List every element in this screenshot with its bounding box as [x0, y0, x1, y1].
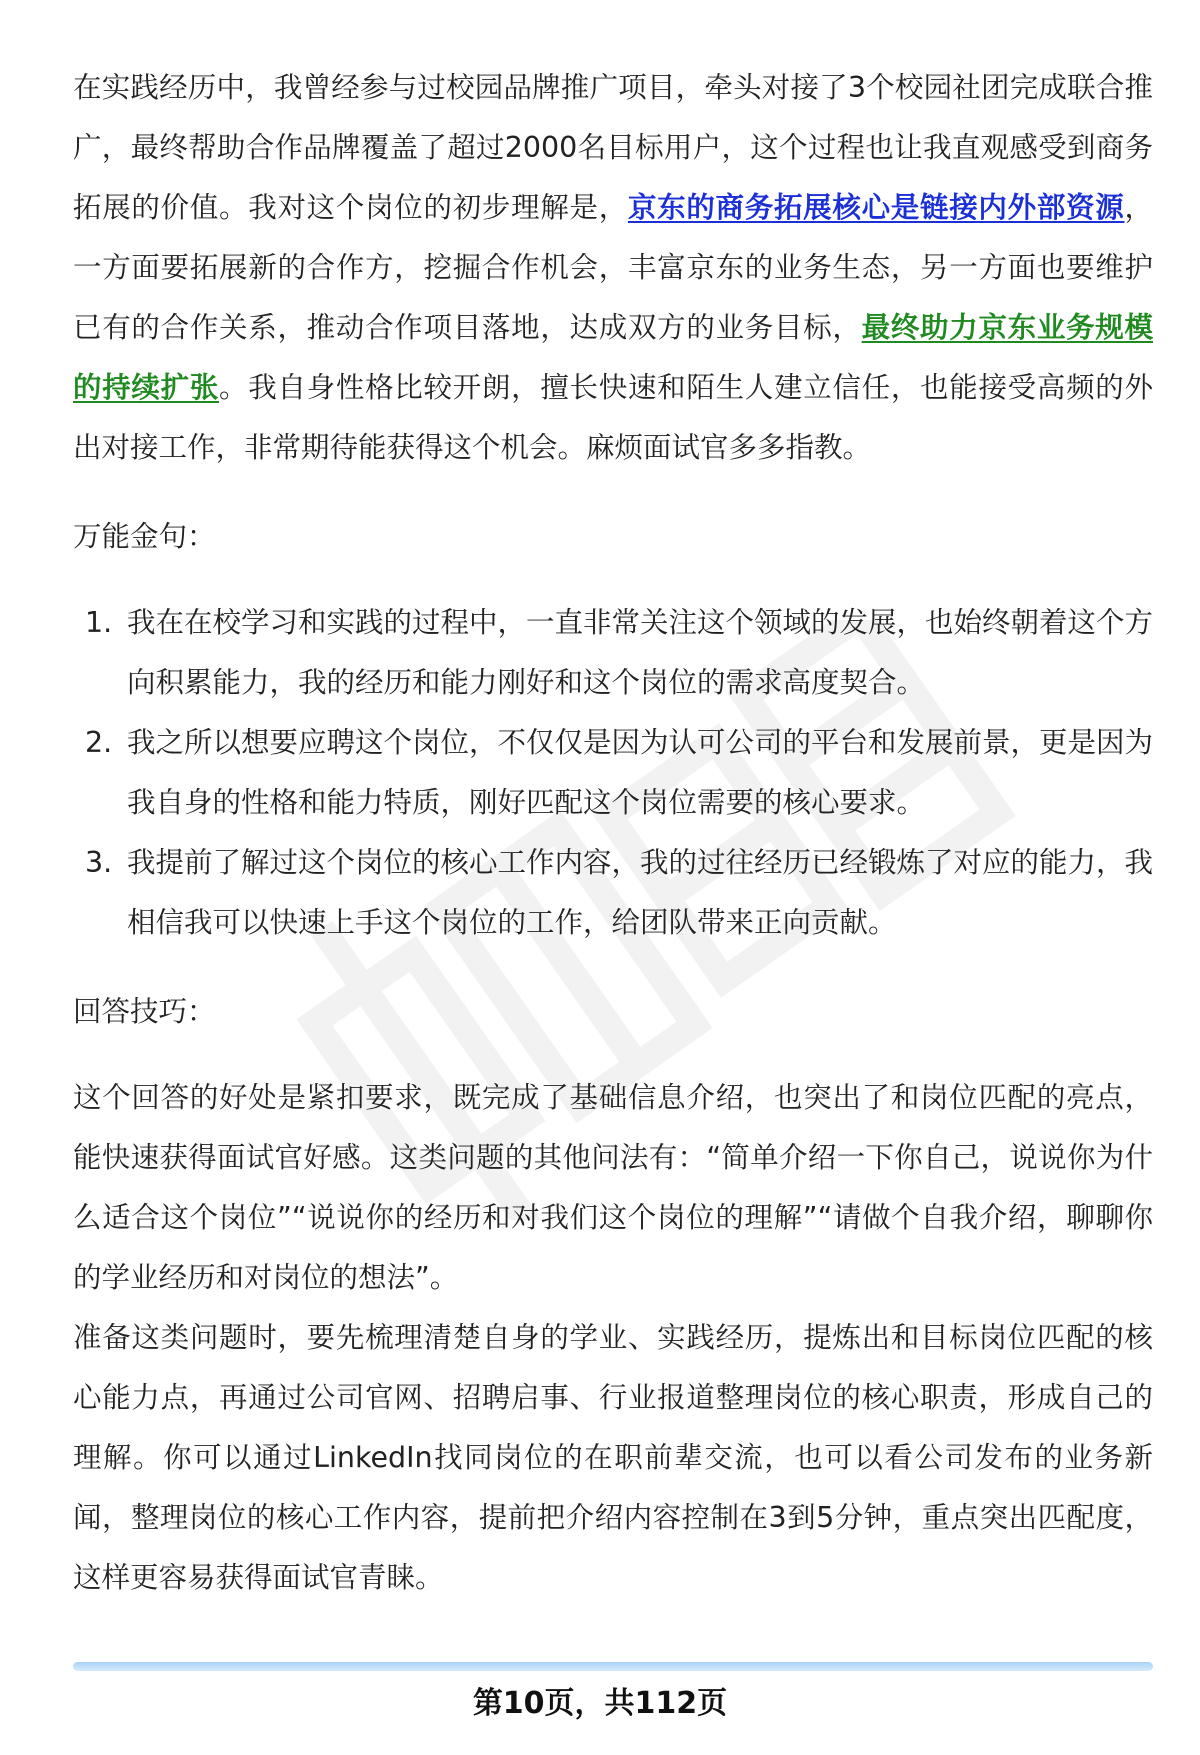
list-item — [73, 593, 1153, 713]
answer-tips-heading: 回答技巧： — [73, 995, 216, 1028]
list-item-number: 3. — [85, 846, 113, 879]
answer-tips-paragraph-1: 这个回答的好处是紧扣要求，既完成了基础信息介绍，也突出了和岗位匹配的亮点，能快速获得面试官好感。这类问题的其他问法有：“简单介绍一下你自己，说说你为什么适合这个岗位”“说说你的经历和对我们这个岗位的理解”“请做个自我介绍，聊聊你的学业经历和对岗位的想法”。 — [73, 1081, 1153, 1294]
highlight-blue-phrase: 京东的商务拓展核心是链接内外部资源 — [627, 191, 1125, 224]
list-item-text: 我在在校学习和实践的过程中，一直非常关注这个领域的发展，也始终朝着这个方向积累能力，我的经历和能力刚好和这个岗位的需求高度契合。 — [127, 606, 1154, 699]
intro-text-part3: 。我自身性格比较开朗，擅长快速和陌生人建立信任，也能接受高频的外出对接工作，非常期待能获得这个机会。麻烦面试官多多指教。 — [73, 371, 1153, 464]
list-item — [73, 833, 1153, 953]
footer-divider — [73, 1662, 1153, 1671]
intro-text-part1: 在实践经历中，我曾经参与过校园品牌推广项目，牵头对接了3个校园社团完成联合推广，最终帮助合作品牌覆盖了超过2000名目标用户，这个过程也让我直观感受到商务拓展的价值。我对这个岗位的初步理解是， — [73, 71, 1153, 224]
intro-text-part2: ，一方面要拓展新的合作方，挖掘合作机会，丰富京东的业务生态，另一方面也要维护已有的合作关系，推动合作项目落地，达成双方的业务目标， — [73, 191, 1153, 344]
golden-sentences-list — [73, 593, 1153, 953]
list-item-number: 1. — [85, 606, 113, 639]
list-item-text: 我之所以想要应聘这个岗位，不仅仅是因为认可公司的平台和发展前景，更是因为我自身的性格和能力特质，刚好匹配这个岗位需要的核心要求。 — [127, 726, 1154, 819]
golden-sentences-heading: 万能金句： — [73, 520, 216, 553]
highlight-green-phrase: 最终助力京东业务规模的持续扩张 — [73, 311, 1153, 404]
document-body — [73, 58, 1153, 1608]
list-item-number: 2. — [85, 726, 113, 759]
intro-paragraph — [73, 58, 1153, 478]
list-item — [73, 713, 1153, 833]
list-item-text: 我提前了解过这个岗位的核心工作内容，我的过往经历已经锻炼了对应的能力，我相信我可以快速上手这个岗位的工作，给团队带来正向贡献。 — [127, 846, 1154, 939]
page-number: 第10页，共112页 — [472, 1686, 728, 1721]
answer-tips-paragraph-2: 准备这类问题时，要先梳理清楚自身的学业、实践经历，提炼出和目标岗位匹配的核心能力点，再通过公司官网、招聘启事、行业报道整理岗位的核心职责，形成自己的理解。你可以通过LinkedIn找同岗位的在职前辈交流，也可以看公司发布的业务新闻，整理岗位的核心工作内容，提前把介绍内容控制在3到5分钟，重点突出匹配度，这样更容易获得面试官青睐。 — [73, 1321, 1153, 1594]
